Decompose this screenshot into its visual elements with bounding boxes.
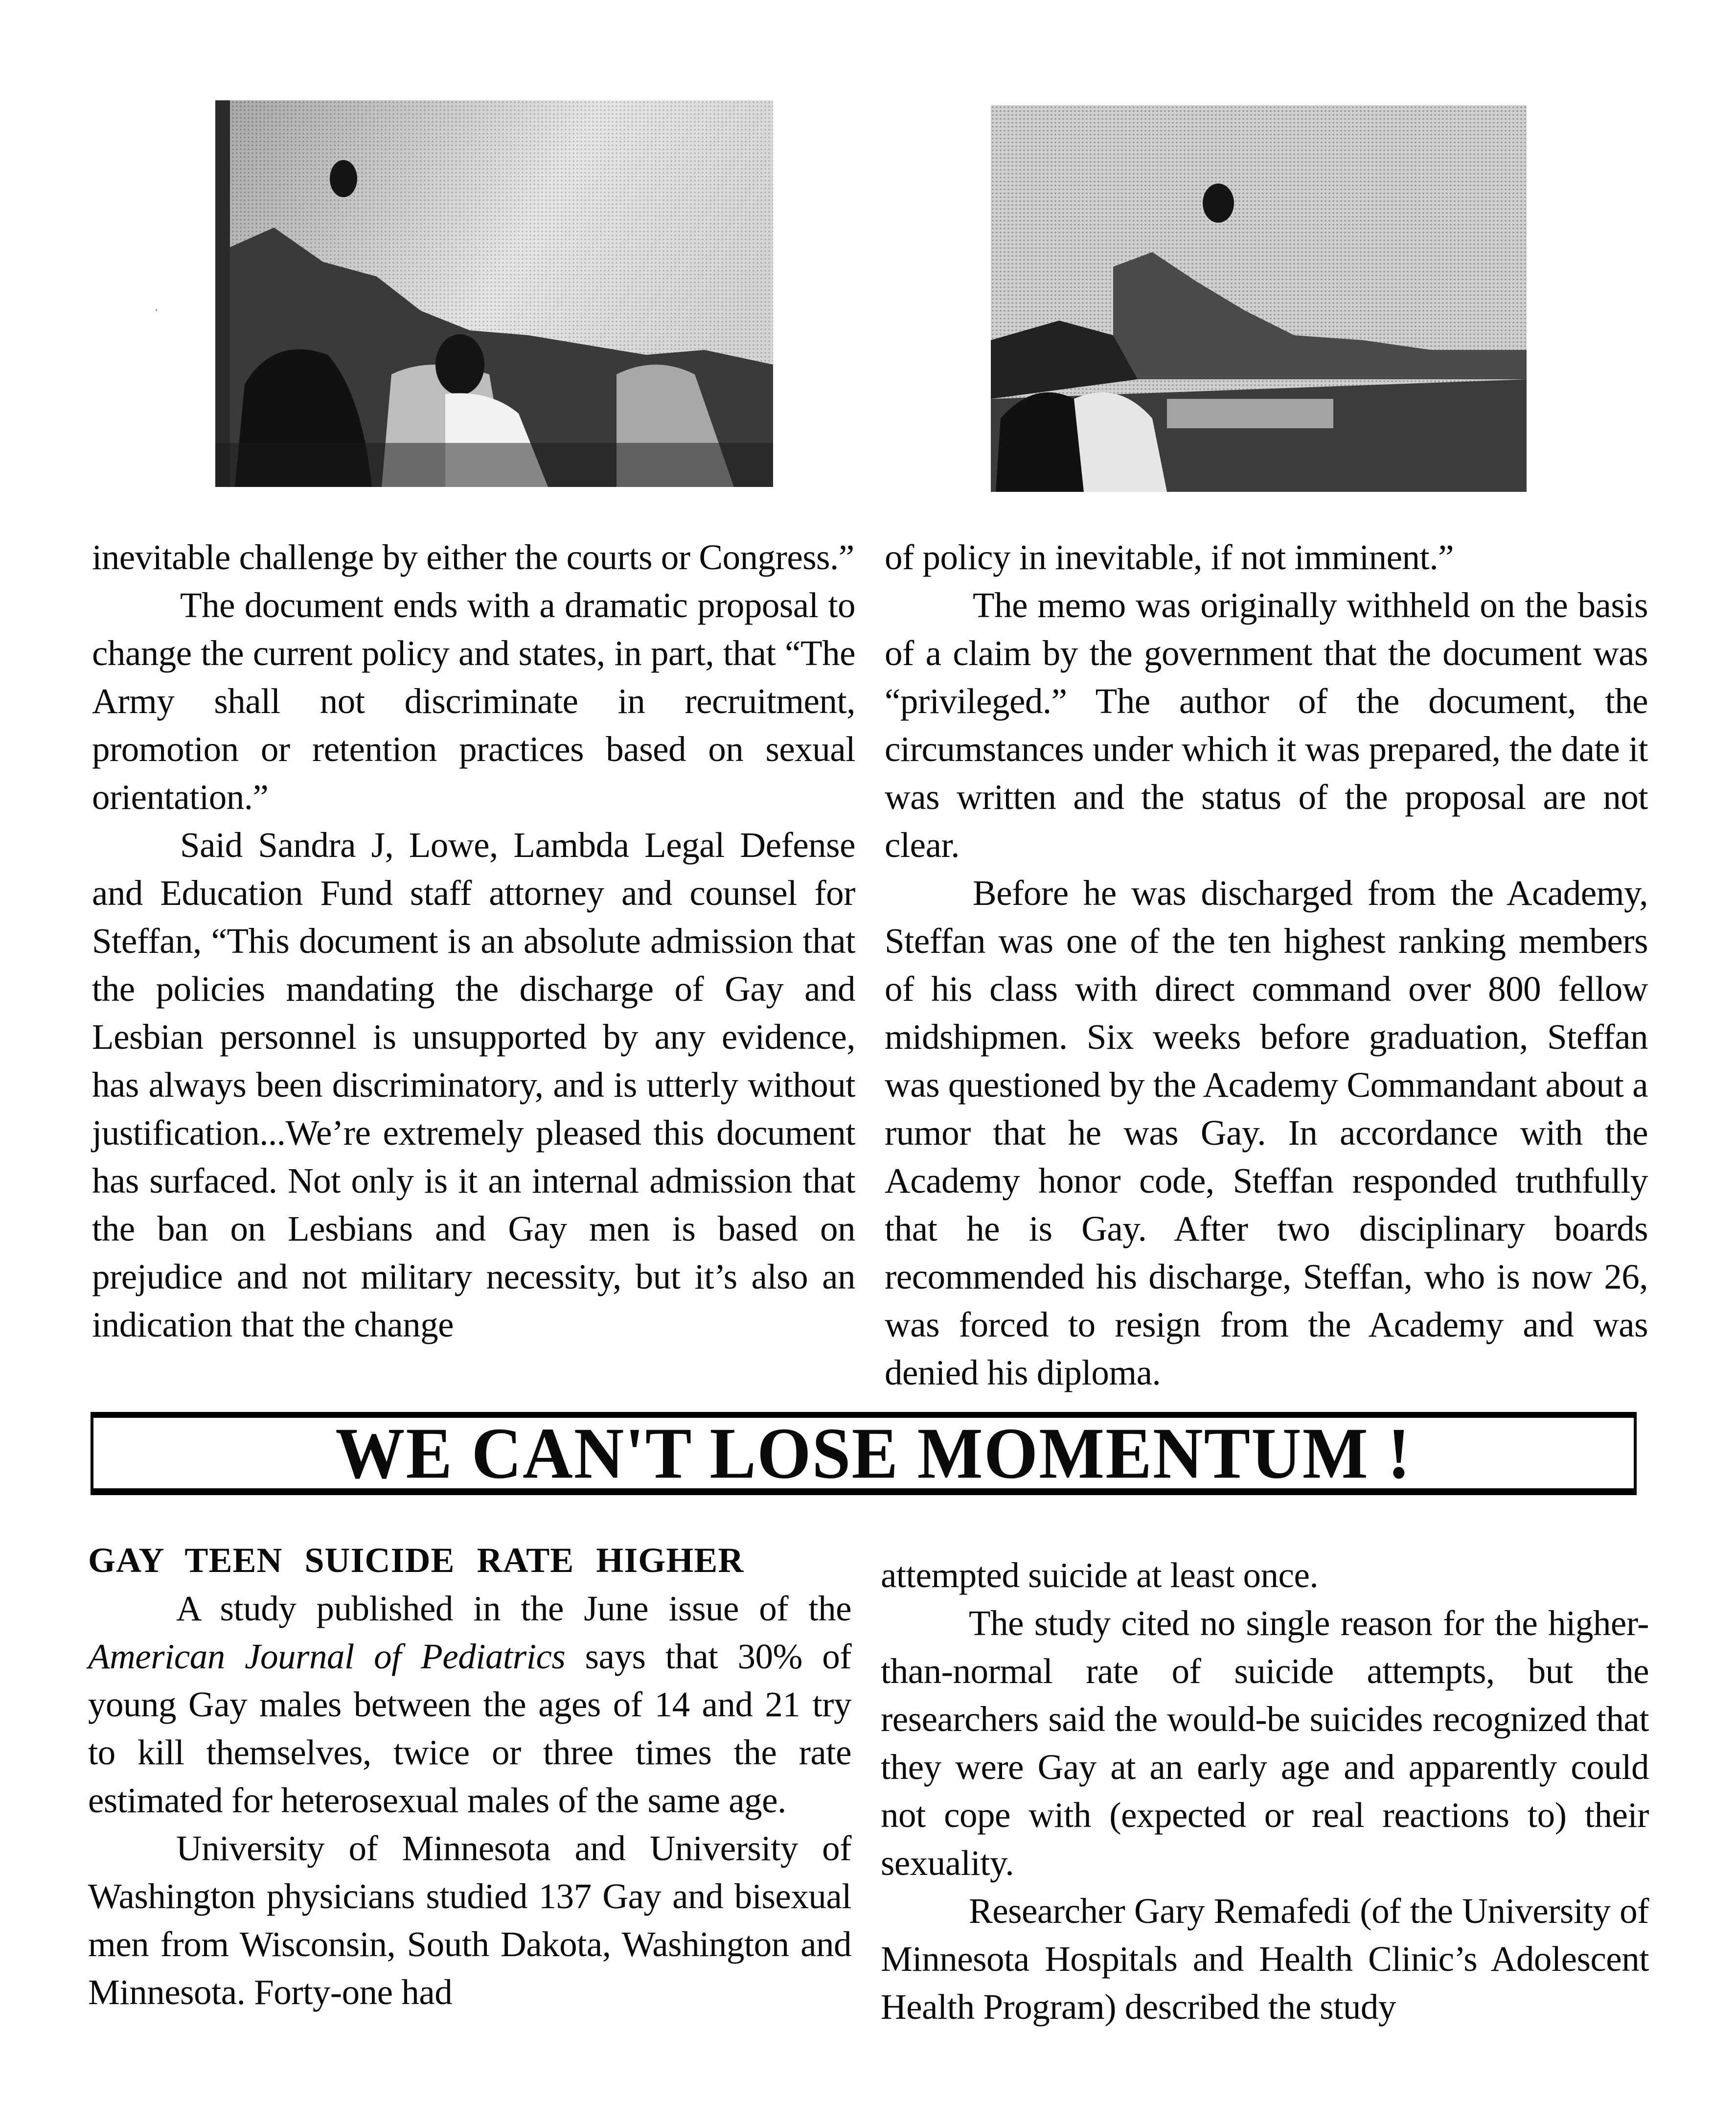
paragraph: Researcher Gary Remafedi (of the University of Minnesota Hospitals and Health Clinic’s Adolescent Health Program) described the study xyxy=(881,1891,1649,2027)
balloon xyxy=(330,160,357,197)
journal-title: American Journal of Pediatrics xyxy=(88,1637,566,1676)
paragraph: Said Sandra J, Lowe, Lambda Legal Defense and Education Fund staff attorney and counsel for Steffan, “This document is an absolute admission that the policies mandating the discharge of Gay and Lesbian personnel is unsupported by any evidence, has always been discriminatory, and is utterly without justification...We’re extremely pleased this document has surfaced. Not only is it an internal admission that the ban on Lesbians and Gay men is based on prejudice and not military necessity, but it’s also an indication that the change xyxy=(92,825,855,1344)
paragraph: attempted suicide at least once. xyxy=(881,1555,1319,1595)
seated-group xyxy=(1167,399,1333,428)
balloon xyxy=(1203,184,1234,223)
crowd-with-balloons-photo xyxy=(215,100,773,487)
paragraph: Before he was discharged from the Academy, Steffan was one of the ten highest ranking members of his class with direct command over 800 fellow midshipmen. Six weeks before graduation, Steffan was questioned by the Academy Commandant about a rumor that he was Gay. In accordance with the Academy honor code, Steffan responded truthfully that he is Gay. After two disciplinary boards recommended his discharge, Steffan, who is now 26, was forced to resign from the Academy and was denied his diploma. xyxy=(885,873,1648,1392)
paragraph-text: says that 30% of young Gay males between the ages of 14 and 21 try to kill themselves, twice or three times the rate estimated for heterosexual males of the same age. xyxy=(88,1637,852,1820)
paragraph: of policy in inevitable, if not imminent.” xyxy=(885,537,1454,577)
stray-mark xyxy=(156,309,157,311)
article-headline: GAY TEEN SUICIDE RATE HIGHER xyxy=(88,1541,744,1580)
article-column-top-right xyxy=(885,533,1648,1397)
person-head xyxy=(435,334,484,395)
photo-edge xyxy=(215,100,230,487)
momentum-banner xyxy=(91,1412,1637,1495)
paragraph xyxy=(88,1585,851,1825)
paragraph-text: A study published in the June issue of the xyxy=(176,1589,851,1628)
paragraph: inevitable challenge by either the courts or Congress.” xyxy=(92,537,854,577)
paragraph: The memo was originally withheld on the basis of a claim by the government that the document was “privileged.” The author of the document, the circumstances under which it was prepared, the date it was written and the status of the proposal are not clear. xyxy=(885,585,1648,865)
paragraph: The study cited no single reason for the higher-than-normal rate of suicide attempts, but the researchers said the would-be suicides recognized that they were Gay at an early age and apparently could not cope with (expected or real reactions to) their sexuality. xyxy=(881,1603,1649,1883)
paragraph: University of Minnesota and University of Washington physicians studied 137 Gay and bisexual men from Wisconsin, South Dakota, Washington and Minnesota. Forty-one had xyxy=(88,1828,851,2012)
banner-headline: WE CAN'T LOSE MOMENTUM ! xyxy=(335,1412,1412,1494)
people-on-lawn-photo xyxy=(991,105,1527,492)
article-column-bottom-right xyxy=(881,1551,1649,2031)
crowd-photo-graphic xyxy=(215,100,773,487)
paragraph: The document ends with a dramatic proposal to change the current policy and states, in part, that “The Army shall not discriminate in recruitment, promotion or retention practices based on sexual orientation.” xyxy=(92,585,855,817)
lawn-photo-graphic xyxy=(991,105,1527,492)
article-column-bottom-left xyxy=(88,1537,851,2016)
article-column-top-left xyxy=(92,533,855,1349)
